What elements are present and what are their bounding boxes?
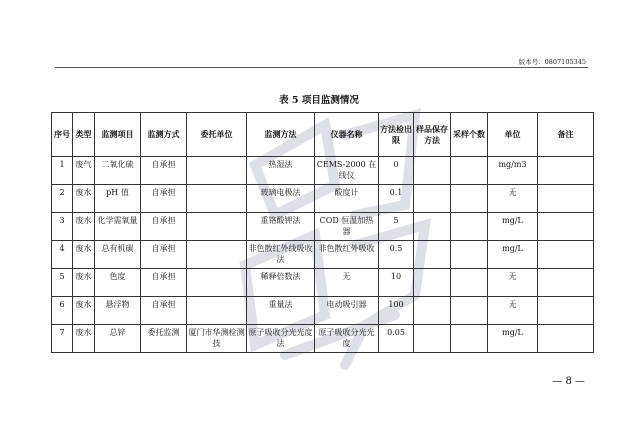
cell-no: 5 xyxy=(52,269,73,297)
table-caption: 表 5 项目监测情况 xyxy=(279,95,359,106)
cell-storage xyxy=(414,241,451,269)
column-header: 监测方式 xyxy=(141,113,187,157)
monitoring-table xyxy=(51,112,594,353)
cell-instrument: 酸度计 xyxy=(315,185,379,213)
cell-storage xyxy=(414,325,451,353)
cell-limit: 0 xyxy=(379,157,414,185)
cell-mode: 自承担 xyxy=(141,241,187,269)
cell-mode: 自承担 xyxy=(141,269,187,297)
cell-limit: 100 xyxy=(379,297,414,325)
column-header: 监测方法 xyxy=(247,113,315,157)
cell-no: 4 xyxy=(52,241,73,269)
column-header: 序号 xyxy=(52,113,73,157)
cell-remark xyxy=(538,241,594,269)
cell-count xyxy=(451,157,488,185)
cell-method: 重铬酸钾法 xyxy=(247,213,315,241)
cell-count xyxy=(451,185,488,213)
cell-remark xyxy=(538,157,594,185)
table-row xyxy=(52,325,594,353)
cell-no: 6 xyxy=(52,297,73,325)
cell-item: 二氧化硫 xyxy=(95,157,141,185)
table-row xyxy=(52,269,594,297)
table-body xyxy=(52,157,594,353)
cell-mode: 自承担 xyxy=(141,297,187,325)
cell-instrument: CEMS-2000 在线仪 xyxy=(315,157,379,185)
cell-count xyxy=(451,213,488,241)
cell-method: 重量法 xyxy=(247,297,315,325)
cell-count xyxy=(451,297,488,325)
cell-unit: 无 xyxy=(488,297,538,325)
cell-no: 1 xyxy=(52,157,73,185)
cell-unit: 无 xyxy=(488,185,538,213)
cell-item: 悬浮物 xyxy=(95,297,141,325)
table-row xyxy=(52,297,594,325)
cell-remark xyxy=(538,297,594,325)
column-header: 单位 xyxy=(488,113,538,157)
cell-client: 厦门市华测检测技 xyxy=(187,325,247,353)
column-header: 样品保存方法 xyxy=(414,113,451,157)
cell-instrument: 电动吸引器 xyxy=(315,297,379,325)
cell-storage xyxy=(414,297,451,325)
table-header-row xyxy=(52,113,594,157)
cell-remark xyxy=(538,325,594,353)
cell-storage xyxy=(414,157,451,185)
cell-item: pH 值 xyxy=(95,185,141,213)
table-row xyxy=(52,241,594,269)
column-header: 监测项目 xyxy=(95,113,141,157)
cell-type: 废水 xyxy=(73,185,95,213)
cell-count xyxy=(451,269,488,297)
cell-method: 玻璃电极法 xyxy=(247,185,315,213)
cell-type: 废气 xyxy=(73,157,95,185)
cell-unit: mg/m3 xyxy=(488,157,538,185)
column-header: 仪器名称 xyxy=(315,113,379,157)
cell-no: 2 xyxy=(52,185,73,213)
cell-item: 总锌 xyxy=(95,325,141,353)
table-row xyxy=(52,157,594,185)
cell-no: 7 xyxy=(52,325,73,353)
cell-type: 废水 xyxy=(73,325,95,353)
cell-client xyxy=(187,269,247,297)
cell-client xyxy=(187,213,247,241)
cell-mode: 委托监测 xyxy=(141,325,187,353)
cell-type: 废水 xyxy=(73,269,95,297)
table-row xyxy=(52,213,594,241)
cell-item: 色度 xyxy=(95,269,141,297)
cell-type: 废水 xyxy=(73,297,95,325)
cell-unit: mg/L xyxy=(488,325,538,353)
cell-instrument: COD 恒温加热器 xyxy=(315,213,379,241)
version-number: 版本号：0807105345 xyxy=(518,58,586,66)
cell-instrument: 无 xyxy=(315,269,379,297)
cell-limit: 0.05 xyxy=(379,325,414,353)
cell-item: 化学需氧量 xyxy=(95,213,141,241)
cell-mode: 自承担 xyxy=(141,185,187,213)
cell-storage xyxy=(414,185,451,213)
cell-remark xyxy=(538,185,594,213)
cell-method: 原子吸收分光光度法 xyxy=(247,325,315,353)
cell-type: 废水 xyxy=(73,241,95,269)
column-header: 采样个数 xyxy=(451,113,488,157)
table-row xyxy=(52,185,594,213)
cell-unit: mg/L xyxy=(488,241,538,269)
cell-unit: mg/L xyxy=(488,213,538,241)
cell-instrument: 原子吸收分光光度 xyxy=(315,325,379,353)
cell-storage xyxy=(414,269,451,297)
cell-method: 热湿法 xyxy=(247,157,315,185)
cell-instrument: 非色散红外吸收 xyxy=(315,241,379,269)
cell-no: 3 xyxy=(52,213,73,241)
cell-unit: 无 xyxy=(488,269,538,297)
cell-item: 总有机碳 xyxy=(95,241,141,269)
cell-client xyxy=(187,157,247,185)
cell-type: 废水 xyxy=(73,213,95,241)
column-header: 类型 xyxy=(73,113,95,157)
cell-client xyxy=(187,185,247,213)
cell-client xyxy=(187,297,247,325)
cell-client xyxy=(187,241,247,269)
cell-storage xyxy=(414,213,451,241)
header-rule xyxy=(55,67,588,68)
cell-limit: 10 xyxy=(379,269,414,297)
cell-mode: 自承担 xyxy=(141,157,187,185)
cell-limit: 5 xyxy=(379,213,414,241)
cell-remark xyxy=(538,213,594,241)
cell-mode: 自承担 xyxy=(141,213,187,241)
column-header: 委托单位 xyxy=(187,113,247,157)
cell-limit: 0.1 xyxy=(379,185,414,213)
column-header: 方法检出限 xyxy=(379,113,414,157)
cell-method: 稀释倍数法 xyxy=(247,269,315,297)
cell-count xyxy=(451,241,488,269)
column-header: 备注 xyxy=(538,113,594,157)
cell-count xyxy=(451,325,488,353)
page-number: — 8 — xyxy=(552,376,585,387)
cell-method: 非色散红外线吸收法 xyxy=(247,241,315,269)
cell-remark xyxy=(538,269,594,297)
cell-limit: 0.5 xyxy=(379,241,414,269)
